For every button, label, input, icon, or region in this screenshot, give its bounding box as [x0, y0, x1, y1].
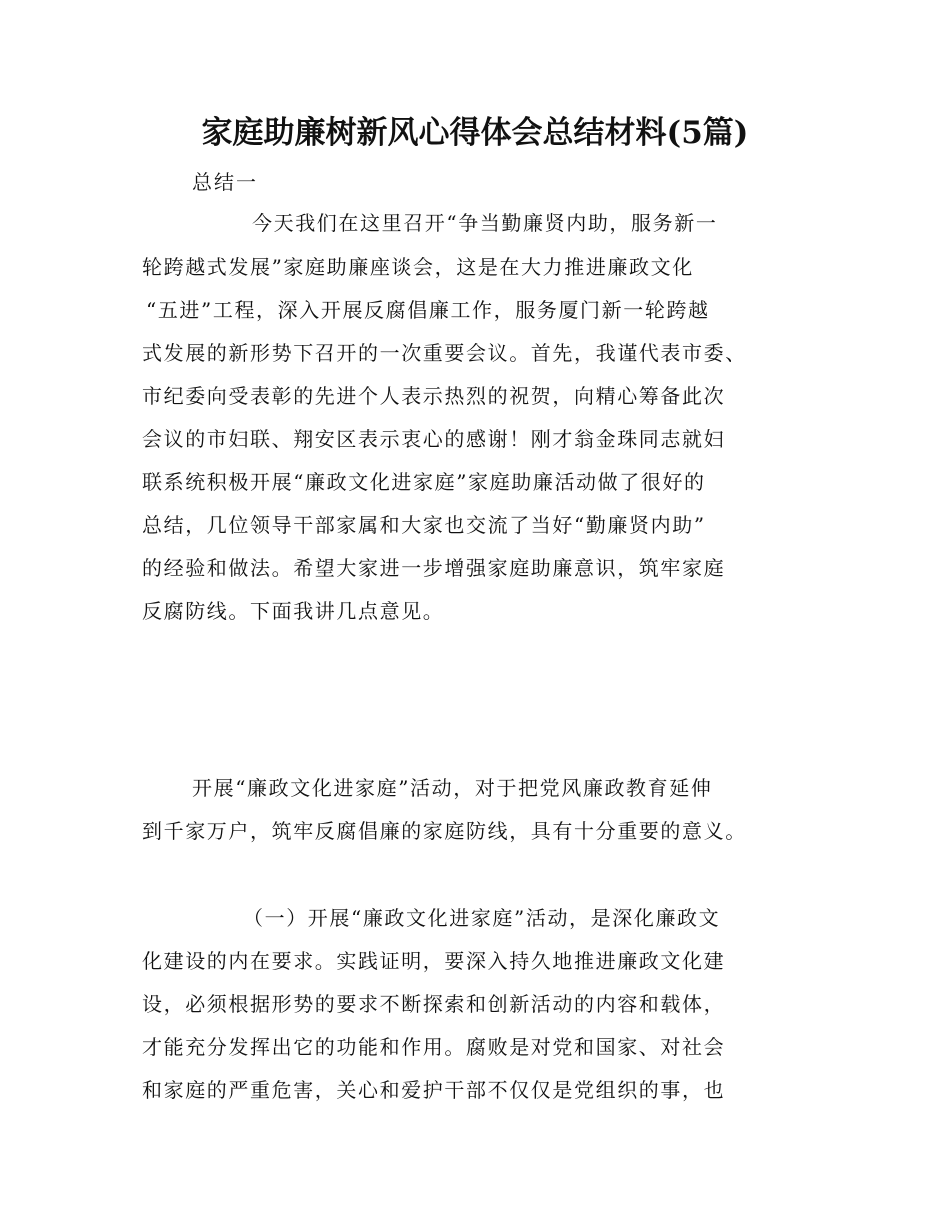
paragraph-3-line: 才能充分发挥出它的功能和作用。腐败是对党和国家、对社会 [142, 1035, 726, 1059]
paragraph-1-line: 今天我们在这里召开“争当勤廉贤内助，服务新一 [252, 211, 718, 235]
section-heading: 总结一 [192, 170, 258, 194]
paragraph-1-line: 式发展的新形势下召开的一次重要会议。首先，我谨代表市委、 [142, 341, 747, 365]
paragraph-1-line: 总结，几位领导干部家属和大家也交流了当好“勤廉贤内助” [142, 513, 706, 537]
paragraph-1-line: 市纪委向受表彰的先进个人表示热烈的祝贺，向精心筹备此次 [142, 384, 726, 408]
document-title: 家庭助廉树新风心得体会总结材料(5篇) [201, 115, 749, 151]
paragraph-2-line: 开展“廉政文化进家庭”活动，对于把党风廉政教育延伸 [192, 776, 713, 800]
paragraph-1-line: “五进”工程，深入开展反腐倡廉工作，服务厦门新一轮跨越 [146, 298, 710, 322]
paragraph-3-line: 化建设的内在要求。实践证明，要深入持久地推进廉政文化建 [142, 949, 726, 973]
paragraph-3-line: 和家庭的严重危害，关心和爱护干部不仅仅是党组织的事，也 [142, 1078, 726, 1102]
paragraph-1-line: 的经验和做法。希望大家进一步增强家庭助廉意识，筑牢家庭 [142, 556, 726, 580]
paragraph-1-line: 轮跨越式发展”家庭助廉座谈会，这是在大力推进廉政文化 [142, 255, 694, 279]
paragraph-1-line: 会议的市妇联、翔安区表示衷心的感谢！刚才翁金珠同志就妇 [142, 427, 726, 451]
paragraph-3-line: 设，必须根据形势的要求不断探索和创新活动的内容和载体， [142, 992, 726, 1016]
paragraph-3-line: （一）开展“廉政文化进家庭”活动，是深化廉政文 [243, 906, 721, 930]
paragraph-1-line: 联系统积极开展“廉政文化进家庭”家庭助廉活动做了很好的 [142, 470, 706, 494]
paragraph-2-line: 到千家万户，筑牢反腐倡廉的家庭防线，具有十分重要的意义。 [142, 819, 747, 843]
paragraph-1-line: 反腐防线。下面我讲几点意见。 [142, 599, 445, 623]
